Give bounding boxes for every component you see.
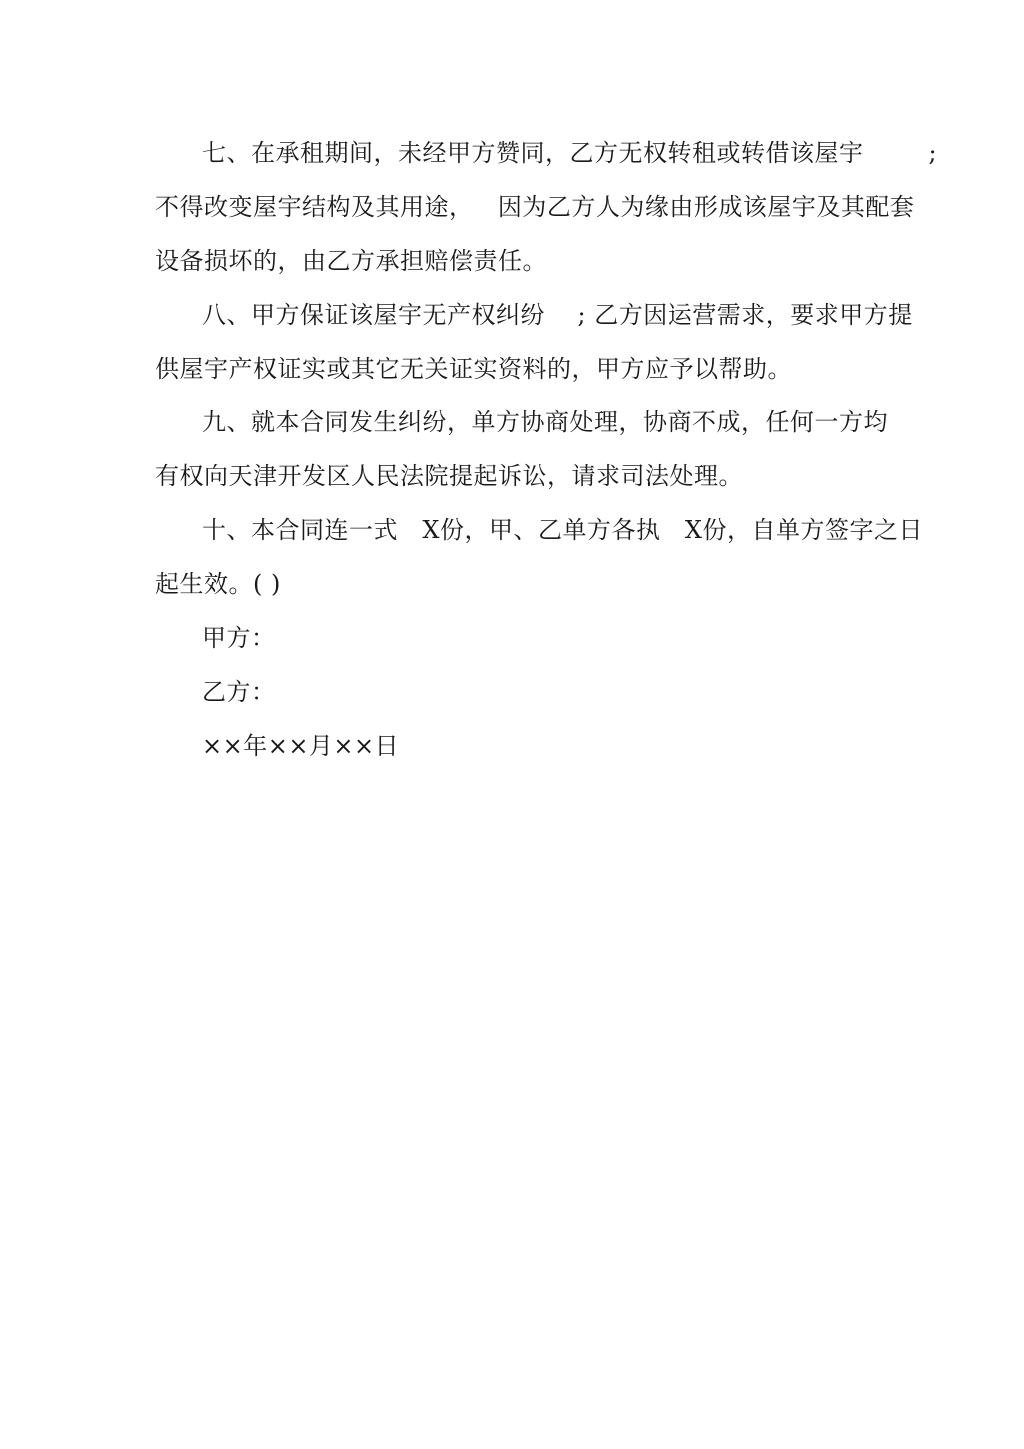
clause-10-line-1: 十、本合同连一式 X份，甲、乙单方各执 X份，自单方签字之日 bbox=[202, 516, 923, 544]
clause-8-line-1: 八、甲方保证该屋宇无产权纠纷 ; 乙方因运营需求，要求甲方提 bbox=[202, 301, 913, 329]
signature-party-a: 甲方： bbox=[202, 624, 276, 652]
clause-7-line-1: 七、在承租期间，未经甲方赞同，乙方无权转租或转借该屋宇 ; bbox=[202, 139, 938, 167]
signature-party-b: 乙方： bbox=[202, 678, 276, 706]
signature-date: ××年××月××日 bbox=[202, 732, 400, 760]
clause-9-line-1: 九、就本合同发生纠纷，单方协商处理，协商不成，任何一方均 bbox=[202, 408, 888, 436]
clause-10-line-2: 起生效。( ) bbox=[155, 570, 281, 598]
clause-8-line-2: 供屋宇产权证实或其它无关证实资料的，甲方应予以帮助。 bbox=[155, 355, 792, 383]
clause-7-line-3: 设备损坏的，由乙方承担赔偿责任。 bbox=[155, 247, 547, 275]
clause-9-line-2: 有权向天津开发区人民法院提起诉讼，请求司法处理。 bbox=[155, 462, 743, 490]
clause-7-line-2: 不得改变屋宇结构及其用途， 因为乙方人为缘由形成该屋宇及其配套 bbox=[155, 193, 915, 221]
